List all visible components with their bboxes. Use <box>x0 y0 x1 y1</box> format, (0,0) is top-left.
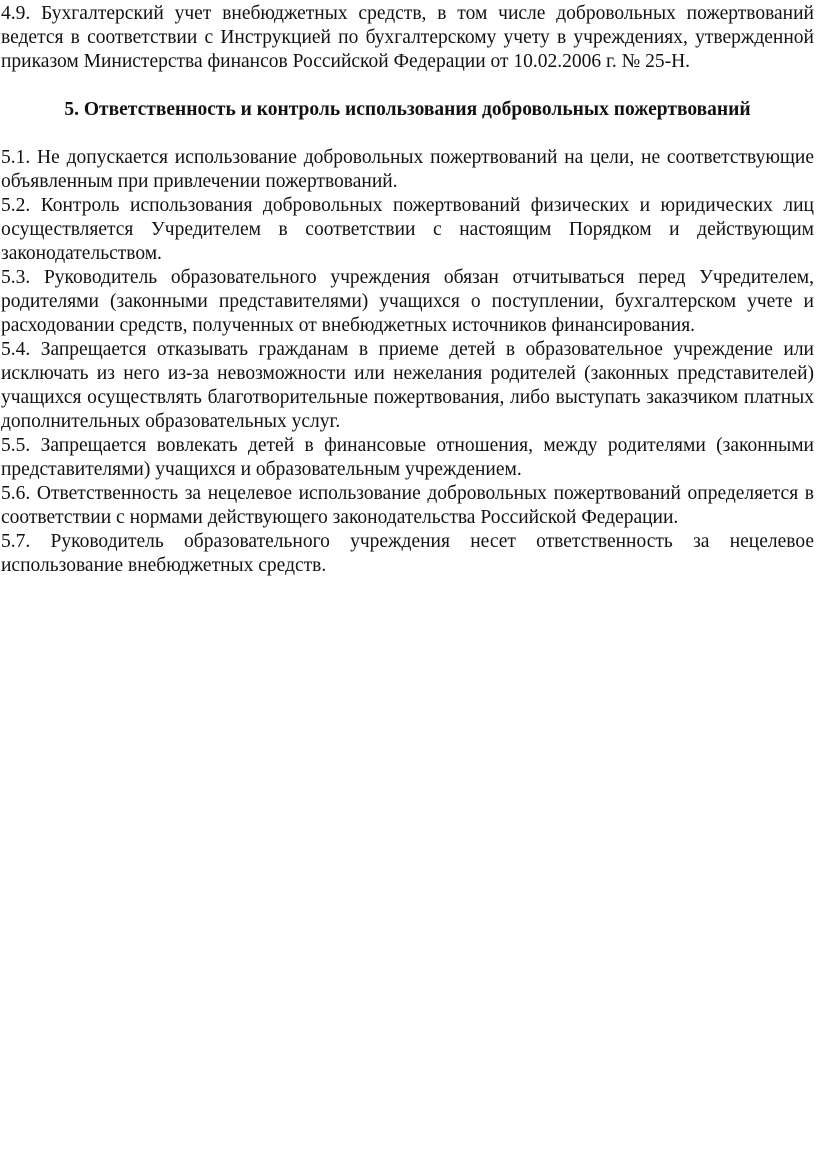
section-heading: 5. Ответственность и контроль использования добровольных пожертвований <box>64 99 751 120</box>
paragraph-4-9: 4.9. Бухгалтерский учет внебюджетных средств, в том числе добровольных пожертвований ведется в соответствии с Инструкцией по бухгалтерскому учету в учреждениях, утвержденной приказом Министерства финансов Российской Федерации от 10.02.2006 г. № 25-Н. <box>1 3 814 72</box>
paragraph-5-5: 5.5. Запрещается вовлекать детей в финансовые отношения, между родителями (законными представителями) учащихся и образовательным учреждением. <box>1 435 814 480</box>
paragraph-5-4: 5.4. Запрещается отказывать гражданам в приеме детей в образовательное учреждение или исключать из него из-за невозможности или нежелания родителей (законных представителей) учащихся осуществлять благотворительные пожертвования, либо выступать заказчиком платных дополнительных образовательных услуг. <box>1 339 814 432</box>
paragraph-5-1: 5.1. Не допускается использование добровольных пожертвований на цели, не соответствующие объявленным при привлечении пожертвований. <box>1 147 814 192</box>
paragraph-5-2: 5.2. Контроль использования добровольных пожертвований физических и юридических лиц осуществляется Учредителем в соответствии с настоящим Порядком и действующим законодательством. <box>1 195 814 264</box>
paragraph-5-7: 5.7. Руководитель образовательного учреждения несет ответственность за нецелевое использование внебюджетных средств. <box>1 531 814 576</box>
paragraph-5-6: 5.6. Ответственность за нецелевое использование добровольных пожертвований определяется в соответствии с нормами действующего законодательства Российской Федерации. <box>1 483 814 528</box>
paragraph-5-3: 5.3. Руководитель образовательного учреждения обязан отчитываться перед Учредителем, родителями (законными представителями) учащихся о поступлении, бухгалтерском учете и расходовании средств, полученных от внебюджетных источников финансирования. <box>1 267 814 336</box>
